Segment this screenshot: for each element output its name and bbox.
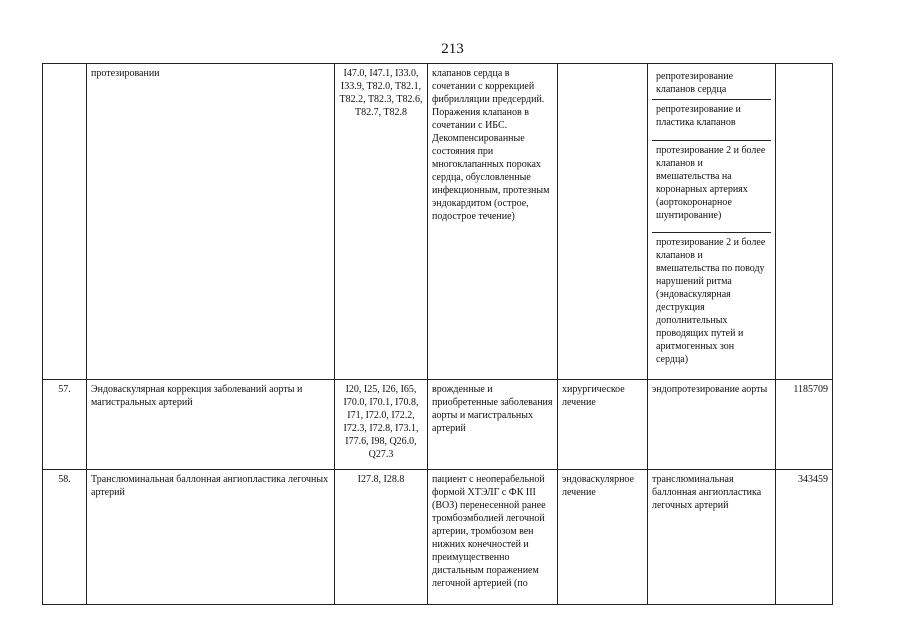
- cost-cell: [776, 64, 833, 380]
- cost-cell: 1185709: [776, 380, 833, 470]
- medical-care-table: [42, 63, 833, 605]
- icd-codes-cell: I20, I25, I26, I65, I70.0, I70.1, I70.8, I71, I72.0, I72.2, I72.3, I72.8, I73.1, I77.6, I98, Q26.0, Q27.3: [335, 380, 428, 470]
- icd-codes-cell: I47.0, I47.1, I33.0, I33.9, T82.0, T82.1, T82.2, T82.3, T82.6, T82.7, T82.8: [335, 64, 428, 380]
- treatment-method-cell: транслюминальная баллонная ангиопластика легочных артерий: [648, 470, 776, 605]
- row-number: [43, 64, 87, 380]
- method-item: репротезирование клапанов сердца: [652, 67, 771, 100]
- row-number: 57.: [43, 380, 87, 470]
- care-type-cell: Транслюминальная баллонная ангиопластика легочных артерий: [87, 470, 335, 605]
- treatment-method-cell: эндопротезирование аорты: [648, 380, 776, 470]
- method-item: протезирование 2 и более клапанов и вмешательства по поводу нарушений ритма (эндоваскулярная деструкция дополнительных проводящих путей и аритмогенных зон сердца): [656, 237, 766, 365]
- patient-model-cell: врожденные и приобретенные заболевания аорты и магистральных артерий: [428, 380, 558, 470]
- treatment-methods-cell: [648, 64, 776, 380]
- method-item: репротезирование и пластика клапанов: [652, 100, 771, 141]
- row-number: 58.: [43, 470, 87, 605]
- treatment-methods-list: [652, 67, 771, 369]
- icd-codes-cell: I27.8, I28.8: [335, 470, 428, 605]
- treatment-type-cell: хирургическое лечение: [558, 380, 648, 470]
- method-item: протезирование 2 и более клапанов и вмешательства на коронарных артериях (аортокоронарное шунтирование): [652, 141, 771, 233]
- cost-cell: 343459: [776, 470, 833, 605]
- table-row: [43, 470, 833, 605]
- patient-model-cell: клапанов сердца в сочетании с коррекцией фибрилляции предсердий. Поражения клапанов в сочетании с ИБС. Декомпенсированные состояния при многоклапанных пороках сердца, обусловленные инфекционным, протезным эндокардитом (острое, подострое течение): [428, 64, 558, 380]
- care-type-cell: протезировании: [87, 64, 335, 380]
- treatment-type-cell: [558, 64, 648, 380]
- care-type-cell: Эндоваскулярная коррекция заболеваний аорты и магистральных артерий: [87, 380, 335, 470]
- table-row: [43, 64, 833, 380]
- page-number: 213: [441, 41, 464, 57]
- table-row: [43, 380, 833, 470]
- treatment-type-cell: эндоваскулярное лечение: [558, 470, 648, 605]
- patient-model-cell: пациент с неоперабельной формой ХТЭЛГ с ФК III (ВОЗ) перенесенной ранее тромбоэмболией легочной артерии, тромбозом вен нижних конечностей и преимущественно дистальным поражением легочной артерией (по: [428, 470, 558, 605]
